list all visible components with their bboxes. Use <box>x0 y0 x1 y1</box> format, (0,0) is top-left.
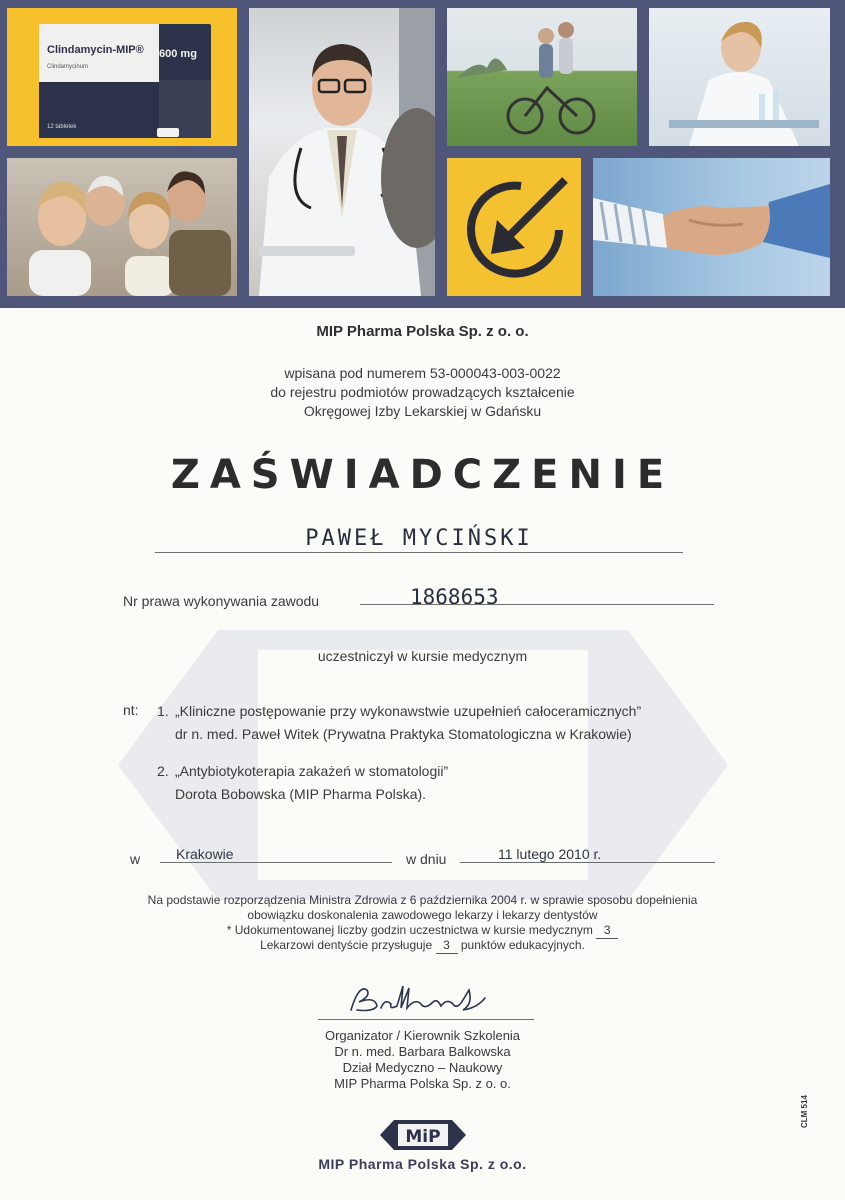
course-lecturer: dr n. med. Paweł Witek (Prywatna Praktyka Stomatologiczna w Krakowie) <box>175 726 632 742</box>
course-number: 2. <box>157 763 169 779</box>
document-title: ZAŚWIADCZENIE <box>170 452 675 498</box>
medicine-box-photo <box>7 8 237 146</box>
box-count: 12 tabletek <box>47 124 77 130</box>
registration-line: do rejestru podmiotów prowadzących kształcenie <box>270 384 575 400</box>
box-logo-icon <box>157 128 179 137</box>
box-substance: Clindamycinum <box>47 64 89 70</box>
license-number: 1868653 <box>410 585 499 609</box>
signature-line <box>318 1019 534 1020</box>
points-value: 3 <box>436 938 458 954</box>
hours-text: * Udokumentowanej liczby godzin uczestnictwa w kursie medycznym <box>226 923 593 937</box>
box-brand: Clindamycin-MIP® <box>47 44 144 56</box>
issuer-name: MIP Pharma Polska Sp. z o. o. <box>316 323 529 340</box>
handwritten-signature <box>345 980 495 1016</box>
signatory-line: Dział Medyczno – Naukowy <box>342 1060 503 1075</box>
mip-logo-icon <box>380 1118 466 1152</box>
date-underline <box>460 862 715 863</box>
signatory-line: MIP Pharma Polska Sp. z o. o. <box>334 1076 511 1091</box>
legal-basis <box>0 893 845 953</box>
registration-line: wpisana pod numerem 53-000043-003-0022 <box>284 365 561 381</box>
box-dose: 600 mg <box>159 48 197 60</box>
lab-scientist-photo <box>649 8 830 146</box>
points-line <box>0 938 845 953</box>
photo-collage <box>0 0 845 308</box>
family-photo <box>7 158 237 296</box>
date-label: w dniu <box>406 851 447 867</box>
participation-text: uczestniczył w kursie medycznym <box>317 648 528 664</box>
cyclists-photo <box>447 8 637 146</box>
signatory-line: Organizator / Kierownik Szkolenia <box>324 1028 521 1043</box>
logo-text: MiP <box>405 1127 441 1147</box>
signatory-line: Dr n. med. Barbara Balkowska <box>334 1044 511 1059</box>
course-lecturer: Dorota Bobowska (MIP Pharma Polska). <box>175 786 427 802</box>
course-title: „Kliniczne postępowanie przy wykonawstwie uzupełnień całoceramicznych” <box>175 703 642 719</box>
registration-line: Okręgowej Izby Lekarskiej w Gdańsku <box>303 403 542 419</box>
recipient-name: PAWEŁ MYCIŃSKI <box>305 526 533 551</box>
hours-value: 3 <box>596 923 618 939</box>
hours-line <box>0 923 845 938</box>
points-suffix: punktów edukacyjnych. <box>460 938 585 952</box>
footer-company: MIP Pharma Polska Sp. z o.o. <box>318 1156 527 1172</box>
course-number: 1. <box>157 703 169 719</box>
legal-line: Na podstawie rozporządzenia Ministra Zdrowia z 6 października 2004 r. w sprawie sposobu dopełnienia <box>147 893 698 907</box>
place-value: Krakowie <box>176 846 234 862</box>
handshake-photo <box>593 158 830 296</box>
place-label: w <box>130 851 141 867</box>
license-label: Nr prawa wykonywania zawodu <box>123 593 320 609</box>
document-code: CLM 514 <box>800 1095 809 1128</box>
course-item <box>157 760 448 806</box>
license-underline <box>360 604 714 605</box>
arrow-circle-icon <box>447 158 581 296</box>
place-underline <box>160 862 392 863</box>
course-item <box>157 700 641 746</box>
date-value: 11 lutego 2010 r. <box>498 846 602 862</box>
name-underline <box>155 552 683 553</box>
course-title: „Antybiotykoterapia zakażeń w stomatologii” <box>175 763 449 779</box>
points-prefix: Lekarzowi dentyście przysługuje <box>260 938 433 952</box>
pillbox <box>39 24 211 138</box>
doctor-photo <box>249 8 435 296</box>
legal-line: obowiązku doskonalenia zawodowego lekarzy i lekarzy dentystów <box>247 908 598 922</box>
courses-label: nt: <box>123 702 139 718</box>
signatory-block <box>0 1028 845 1092</box>
registration-info <box>0 364 845 421</box>
